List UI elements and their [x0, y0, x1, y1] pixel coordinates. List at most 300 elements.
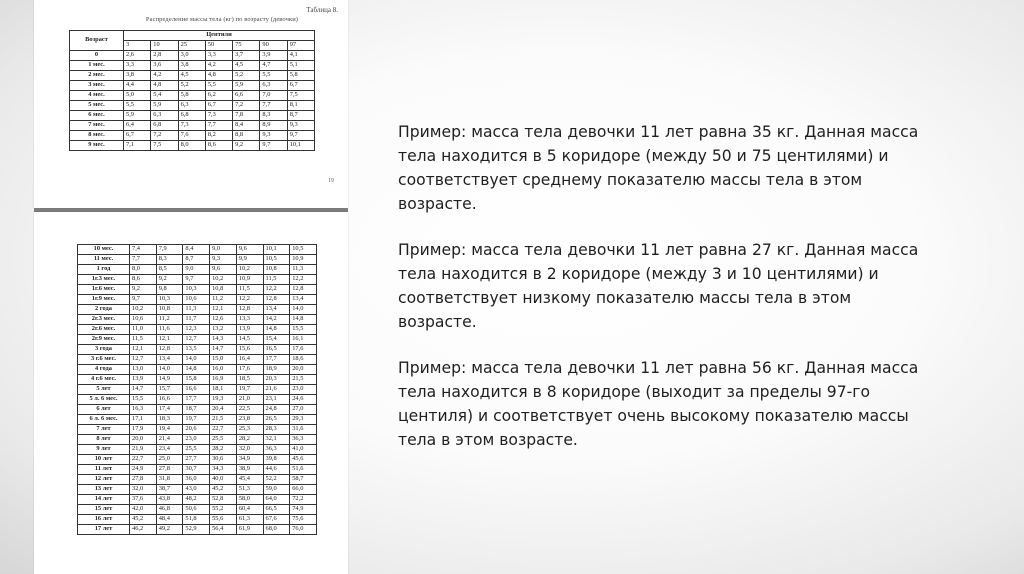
value-cell: 12,6 [210, 315, 237, 325]
value-cell: 4,7 [260, 61, 287, 71]
value-cell: 10,2 [130, 305, 157, 315]
value-cell: 12,8 [156, 345, 183, 355]
centile-value-header: 3 [124, 41, 151, 51]
value-cell: 9,6 [210, 265, 237, 275]
value-cell: 12,7 [130, 355, 157, 365]
value-cell: 46,2 [130, 525, 157, 535]
value-cell: 7,1 [124, 141, 151, 151]
value-cell: 3,3 [124, 61, 151, 71]
value-cell: 9,3 [260, 131, 287, 141]
value-cell: 6,4 [124, 121, 151, 131]
value-cell: 16,1 [290, 335, 317, 345]
example-text [398, 120, 928, 474]
age-cell: 2 мес. [70, 71, 124, 81]
value-cell: 13,2 [210, 325, 237, 335]
value-cell: 55,2 [210, 505, 237, 515]
value-cell: 6,3 [260, 81, 287, 91]
value-cell: 10,9 [236, 275, 263, 285]
value-cell: 3,6 [151, 61, 178, 71]
value-cell: 18,9 [263, 365, 290, 375]
value-cell: 27,8 [130, 475, 157, 485]
age-cell: 13 лет [78, 485, 130, 495]
age-cell: 2г.3 мес. [78, 315, 130, 325]
age-cell: 4 мес. [70, 91, 124, 101]
value-cell: 7,7 [205, 121, 232, 131]
table-title: Распределение массы тела (кг) по возрасту (девочки) [145, 16, 299, 23]
table-row [78, 355, 317, 365]
value-cell: 25,5 [183, 445, 210, 455]
value-cell: 18,5 [236, 375, 263, 385]
value-cell: 76,0 [290, 525, 317, 535]
value-cell: 18,7 [183, 405, 210, 415]
table-row [78, 255, 317, 265]
value-cell: 11,0 [130, 325, 157, 335]
value-cell: 25,3 [236, 425, 263, 435]
table-row [70, 61, 315, 71]
table-row [70, 91, 315, 101]
value-cell: 7,5 [287, 91, 314, 101]
table-row [78, 395, 317, 405]
value-cell: 44,6 [263, 465, 290, 475]
value-cell: 5,0 [124, 91, 151, 101]
value-cell: 9,0 [183, 265, 210, 275]
value-cell: 22,7 [210, 425, 237, 435]
value-cell: 10,5 [290, 245, 317, 255]
value-cell: 5,8 [287, 71, 314, 81]
value-cell: 5,5 [205, 81, 232, 91]
value-cell: 2,6 [124, 51, 151, 61]
value-cell: 20,4 [210, 405, 237, 415]
value-cell: 20,0 [290, 365, 317, 375]
centile-value-header: 25 [178, 41, 205, 51]
value-cell: 17,6 [290, 345, 317, 355]
value-cell: 7,0 [260, 91, 287, 101]
value-cell: 14,8 [263, 325, 290, 335]
age-cell: 4 года [78, 365, 130, 375]
value-cell: 9,7 [287, 131, 314, 141]
value-cell: 20,0 [130, 435, 157, 445]
value-cell: 10,9 [290, 255, 317, 265]
value-cell: 5,1 [287, 61, 314, 71]
value-cell: 11,3 [183, 305, 210, 315]
value-cell: 3,0 [178, 51, 205, 61]
value-cell: 7,3 [205, 111, 232, 121]
value-cell: 13,4 [290, 295, 317, 305]
age-cell: 3 мес. [70, 81, 124, 91]
value-cell: 4,1 [287, 51, 314, 61]
value-cell: 8,7 [287, 111, 314, 121]
age-cell: 0 [70, 51, 124, 61]
age-cell: 5 лет [78, 385, 130, 395]
value-cell: 14,5 [236, 335, 263, 345]
centile-value-header: 10 [151, 41, 178, 51]
table-row [78, 525, 317, 535]
value-cell: 17,9 [130, 425, 157, 435]
value-cell: 12,2 [290, 275, 317, 285]
value-cell: 17,7 [183, 395, 210, 405]
table-row [70, 71, 315, 81]
table-header-row [70, 31, 315, 41]
value-cell: 64,0 [263, 495, 290, 505]
value-cell: 10,5 [263, 255, 290, 265]
value-cell: 59,0 [263, 485, 290, 495]
table-row [78, 415, 317, 425]
value-cell: 66,0 [290, 485, 317, 495]
age-cell: 1 год [78, 265, 130, 275]
value-cell: 12,8 [290, 285, 317, 295]
value-cell: 30,7 [183, 465, 210, 475]
value-cell: 42,0 [130, 505, 157, 515]
value-cell: 61,9 [236, 525, 263, 535]
value-cell: 7,6 [178, 131, 205, 141]
value-cell: 15,8 [183, 375, 210, 385]
age-cell: 2г.6 мес. [78, 325, 130, 335]
value-cell: 28,2 [236, 435, 263, 445]
value-cell: 14,0 [290, 305, 317, 315]
age-cell: 9 мес. [70, 141, 124, 151]
value-cell: 6,3 [178, 101, 205, 111]
value-cell: 18,6 [290, 355, 317, 365]
age-cell: 4 г.6 мес. [78, 375, 130, 385]
table-row [70, 81, 315, 91]
value-cell: 5,2 [233, 71, 260, 81]
value-cell: 8,6 [205, 141, 232, 151]
table-row [78, 275, 317, 285]
value-cell: 15,5 [130, 395, 157, 405]
value-cell: 5,8 [178, 91, 205, 101]
value-cell: 14,7 [210, 345, 237, 355]
value-cell: 5,5 [260, 71, 287, 81]
value-cell: 12,2 [236, 295, 263, 305]
value-cell: 3,8 [124, 71, 151, 81]
value-cell: 14,0 [183, 355, 210, 365]
value-cell: 24,6 [290, 395, 317, 405]
value-cell: 27,0 [290, 405, 317, 415]
value-cell: 5,4 [151, 91, 178, 101]
value-cell: 7,7 [130, 255, 157, 265]
value-cell: 46,8 [156, 505, 183, 515]
value-cell: 11,3 [290, 265, 317, 275]
table-row [78, 245, 317, 255]
age-cell: 1г.3 мес. [78, 275, 130, 285]
value-cell: 50,6 [183, 505, 210, 515]
table-row [78, 455, 317, 465]
value-cell: 9,2 [156, 275, 183, 285]
age-cell: 9 лет [78, 445, 130, 455]
value-cell: 39,8 [263, 455, 290, 465]
page-number: 19 [328, 178, 334, 184]
value-cell: 23,0 [183, 435, 210, 445]
age-cell: 15 лет [78, 505, 130, 515]
value-cell: 9,7 [183, 275, 210, 285]
age-cell: 7 мес. [70, 121, 124, 131]
value-cell: 37,6 [130, 495, 157, 505]
value-cell: 16,3 [130, 405, 157, 415]
table-row [78, 375, 317, 385]
value-cell: 16,6 [183, 385, 210, 395]
value-cell: 15,5 [290, 325, 317, 335]
value-cell: 15,0 [210, 355, 237, 365]
value-cell: 12,1 [156, 335, 183, 345]
age-header: Возраст [70, 31, 124, 51]
value-cell: 16,5 [263, 345, 290, 355]
table-row [78, 345, 317, 355]
value-cell: 40,0 [210, 475, 237, 485]
table-row [78, 295, 317, 305]
value-cell: 8,6 [130, 275, 157, 285]
value-cell: 20,6 [183, 425, 210, 435]
value-cell: 10,2 [236, 265, 263, 275]
table-row [70, 111, 315, 121]
centile-value-header: 97 [287, 41, 314, 51]
table-row [78, 405, 317, 415]
value-cell: 19,4 [156, 425, 183, 435]
value-cell: 14,2 [263, 315, 290, 325]
value-cell: 3,3 [205, 51, 232, 61]
table-row [78, 515, 317, 525]
value-cell: 13,3 [236, 315, 263, 325]
value-cell: 12,2 [263, 285, 290, 295]
value-cell: 9,7 [260, 141, 287, 151]
table-number: Таблица 8. [306, 6, 338, 14]
value-cell: 23,0 [290, 385, 317, 395]
value-cell: 5,9 [233, 81, 260, 91]
value-cell: 10,1 [287, 141, 314, 151]
table-row [70, 121, 315, 131]
centile-table-top [69, 30, 315, 151]
value-cell: 67,6 [263, 515, 290, 525]
value-cell: 8,3 [260, 111, 287, 121]
value-cell: 8,5 [156, 265, 183, 275]
value-cell: 15,7 [156, 385, 183, 395]
value-cell: 18,1 [210, 385, 237, 395]
value-cell: 38,9 [236, 465, 263, 475]
value-cell: 14,8 [183, 365, 210, 375]
value-cell: 36,3 [263, 445, 290, 455]
value-cell: 11,6 [156, 325, 183, 335]
table-row [78, 285, 317, 295]
table-row [78, 445, 317, 455]
age-cell: 2 года [78, 305, 130, 315]
value-cell: 28,3 [263, 425, 290, 435]
value-cell: 6,8 [178, 111, 205, 121]
value-cell: 32,1 [263, 435, 290, 445]
table-row [70, 51, 315, 61]
value-cell: 28,2 [210, 445, 237, 455]
value-cell: 45,4 [236, 475, 263, 485]
value-cell: 13,5 [183, 345, 210, 355]
table-row [78, 465, 317, 475]
value-cell: 8,9 [260, 121, 287, 131]
value-cell: 10,3 [156, 295, 183, 305]
value-cell: 12,1 [210, 305, 237, 315]
value-cell: 12,7 [183, 335, 210, 345]
value-cell: 38,7 [156, 485, 183, 495]
value-cell: 10,8 [263, 265, 290, 275]
centile-value-header: 50 [205, 41, 232, 51]
value-cell: 31,6 [290, 425, 317, 435]
age-cell: 17 лет [78, 525, 130, 535]
value-cell: 52,9 [183, 525, 210, 535]
example-paragraph-2: Пример: масса тела девочки 11 лет равна 27 кг. Данная масса тела находится в 2 коридоре (между 3 и 10 центилями) и соответствует низкому показателю массы тела в этом возрасте. [398, 241, 919, 331]
value-cell: 6,7 [124, 131, 151, 141]
value-cell: 51,3 [236, 485, 263, 495]
value-cell: 52,2 [263, 475, 290, 485]
value-cell: 6,8 [151, 121, 178, 131]
value-cell: 4,2 [205, 61, 232, 71]
table-row [78, 325, 317, 335]
table-row [78, 435, 317, 445]
value-cell: 9,9 [236, 255, 263, 265]
value-cell: 41,0 [290, 445, 317, 455]
age-cell: 8 лет [78, 435, 130, 445]
value-cell: 14,9 [156, 375, 183, 385]
value-cell: 34,3 [210, 465, 237, 475]
value-cell: 14,3 [210, 335, 237, 345]
value-cell: 13,9 [236, 325, 263, 335]
value-cell: 12,8 [263, 295, 290, 305]
value-cell: 11,2 [210, 295, 237, 305]
value-cell: 4,8 [151, 81, 178, 91]
value-cell: 8,0 [178, 141, 205, 151]
value-cell: 17,7 [263, 355, 290, 365]
centile-value-header: 75 [233, 41, 260, 51]
value-cell: 25,5 [210, 435, 237, 445]
value-cell: 11,5 [236, 285, 263, 295]
value-cell: 75,6 [290, 515, 317, 525]
centile-table-bottom [77, 244, 317, 535]
value-cell: 9,6 [236, 245, 263, 255]
value-cell: 5,2 [178, 81, 205, 91]
value-cell: 7,9 [156, 245, 183, 255]
value-cell: 43,0 [183, 485, 210, 495]
value-cell: 8,7 [183, 255, 210, 265]
age-cell: 11 лет [78, 465, 130, 475]
value-cell: 48,4 [156, 515, 183, 525]
value-cell: 45,2 [130, 515, 157, 525]
age-cell: 1г.6 мес. [78, 285, 130, 295]
value-cell: 31,8 [156, 475, 183, 485]
value-cell: 21,4 [156, 435, 183, 445]
value-cell: 34,9 [236, 455, 263, 465]
age-cell: 7 лет [78, 425, 130, 435]
value-cell: 5,9 [151, 101, 178, 111]
table-row [78, 485, 317, 495]
age-cell: 10 мес. [78, 245, 130, 255]
value-cell: 14,8 [290, 315, 317, 325]
value-cell: 4,4 [124, 81, 151, 91]
value-cell: 13,4 [263, 305, 290, 315]
value-cell: 26,5 [263, 415, 290, 425]
value-cell: 51,8 [183, 515, 210, 525]
table-row [70, 101, 315, 111]
value-cell: 10,8 [156, 305, 183, 315]
table-row [78, 265, 317, 275]
value-cell: 18,3 [156, 415, 183, 425]
value-cell: 23,4 [156, 445, 183, 455]
value-cell: 14,7 [130, 385, 157, 395]
value-cell: 11,7 [183, 315, 210, 325]
value-cell: 74,9 [290, 505, 317, 515]
value-cell: 9,0 [210, 245, 237, 255]
value-cell: 25,0 [156, 455, 183, 465]
value-cell: 8,0 [130, 265, 157, 275]
age-cell: 8 мес. [70, 131, 124, 141]
value-cell: 27,7 [183, 455, 210, 465]
value-cell: 8,2 [205, 131, 232, 141]
value-cell: 8,3 [156, 255, 183, 265]
age-cell: 6 л. 6 мес. [78, 415, 130, 425]
age-cell: 10 лет [78, 455, 130, 465]
value-cell: 11,2 [156, 315, 183, 325]
value-cell: 29,3 [290, 415, 317, 425]
value-cell: 66,5 [263, 505, 290, 515]
age-cell: 5 л. 6 мес. [78, 395, 130, 405]
table-row [78, 475, 317, 485]
value-cell: 32,0 [236, 445, 263, 455]
table-row [78, 385, 317, 395]
value-cell: 10,8 [210, 285, 237, 295]
value-cell: 21,0 [236, 395, 263, 405]
value-cell: 6,7 [287, 81, 314, 91]
value-cell: 3,7 [233, 51, 260, 61]
value-cell: 24,8 [263, 405, 290, 415]
value-cell: 9,3 [210, 255, 237, 265]
value-cell: 15,4 [263, 335, 290, 345]
value-cell: 10,3 [183, 285, 210, 295]
age-cell: 5 мес. [70, 101, 124, 111]
value-cell: 45,2 [210, 485, 237, 495]
value-cell: 10,2 [210, 275, 237, 285]
value-cell: 6,2 [205, 91, 232, 101]
value-cell: 9,2 [233, 141, 260, 151]
value-cell: 60,4 [236, 505, 263, 515]
table-row [78, 365, 317, 375]
value-cell: 7,5 [151, 141, 178, 151]
value-cell: 16,0 [210, 365, 237, 375]
value-cell: 5,9 [124, 111, 151, 121]
value-cell: 8,8 [233, 131, 260, 141]
value-cell: 20,3 [263, 375, 290, 385]
value-cell: 21,9 [130, 445, 157, 455]
age-cell: 3 года [78, 345, 130, 355]
value-cell: 13,4 [156, 355, 183, 365]
value-cell: 7,7 [260, 101, 287, 111]
value-cell: 3,9 [260, 51, 287, 61]
table-row [78, 505, 317, 515]
value-cell: 49,2 [156, 525, 183, 535]
value-cell: 7,3 [178, 121, 205, 131]
value-cell: 24,9 [130, 465, 157, 475]
value-cell: 21,6 [263, 385, 290, 395]
age-cell: 14 лет [78, 495, 130, 505]
value-cell: 51,6 [290, 465, 317, 475]
age-cell: 12 лет [78, 475, 130, 485]
value-cell: 13,9 [130, 375, 157, 385]
value-cell: 4,5 [233, 61, 260, 71]
value-cell: 43,8 [156, 495, 183, 505]
value-cell: 9,7 [130, 295, 157, 305]
value-cell: 32,0 [130, 485, 157, 495]
value-cell: 16,4 [236, 355, 263, 365]
table-row [78, 305, 317, 315]
value-cell: 4,5 [178, 71, 205, 81]
value-cell: 10,6 [130, 315, 157, 325]
example-paragraph-1: Пример: масса тела девочки 11 лет равна 35 кг. Данная масса тела находится в 5 коридоре (между 50 и 75 центилями) и соответствует среднему показателю массы тела в этом возрасте. [398, 123, 919, 213]
value-cell: 4,2 [151, 71, 178, 81]
value-cell: 21,5 [210, 415, 237, 425]
age-cell: 6 мес. [70, 111, 124, 121]
